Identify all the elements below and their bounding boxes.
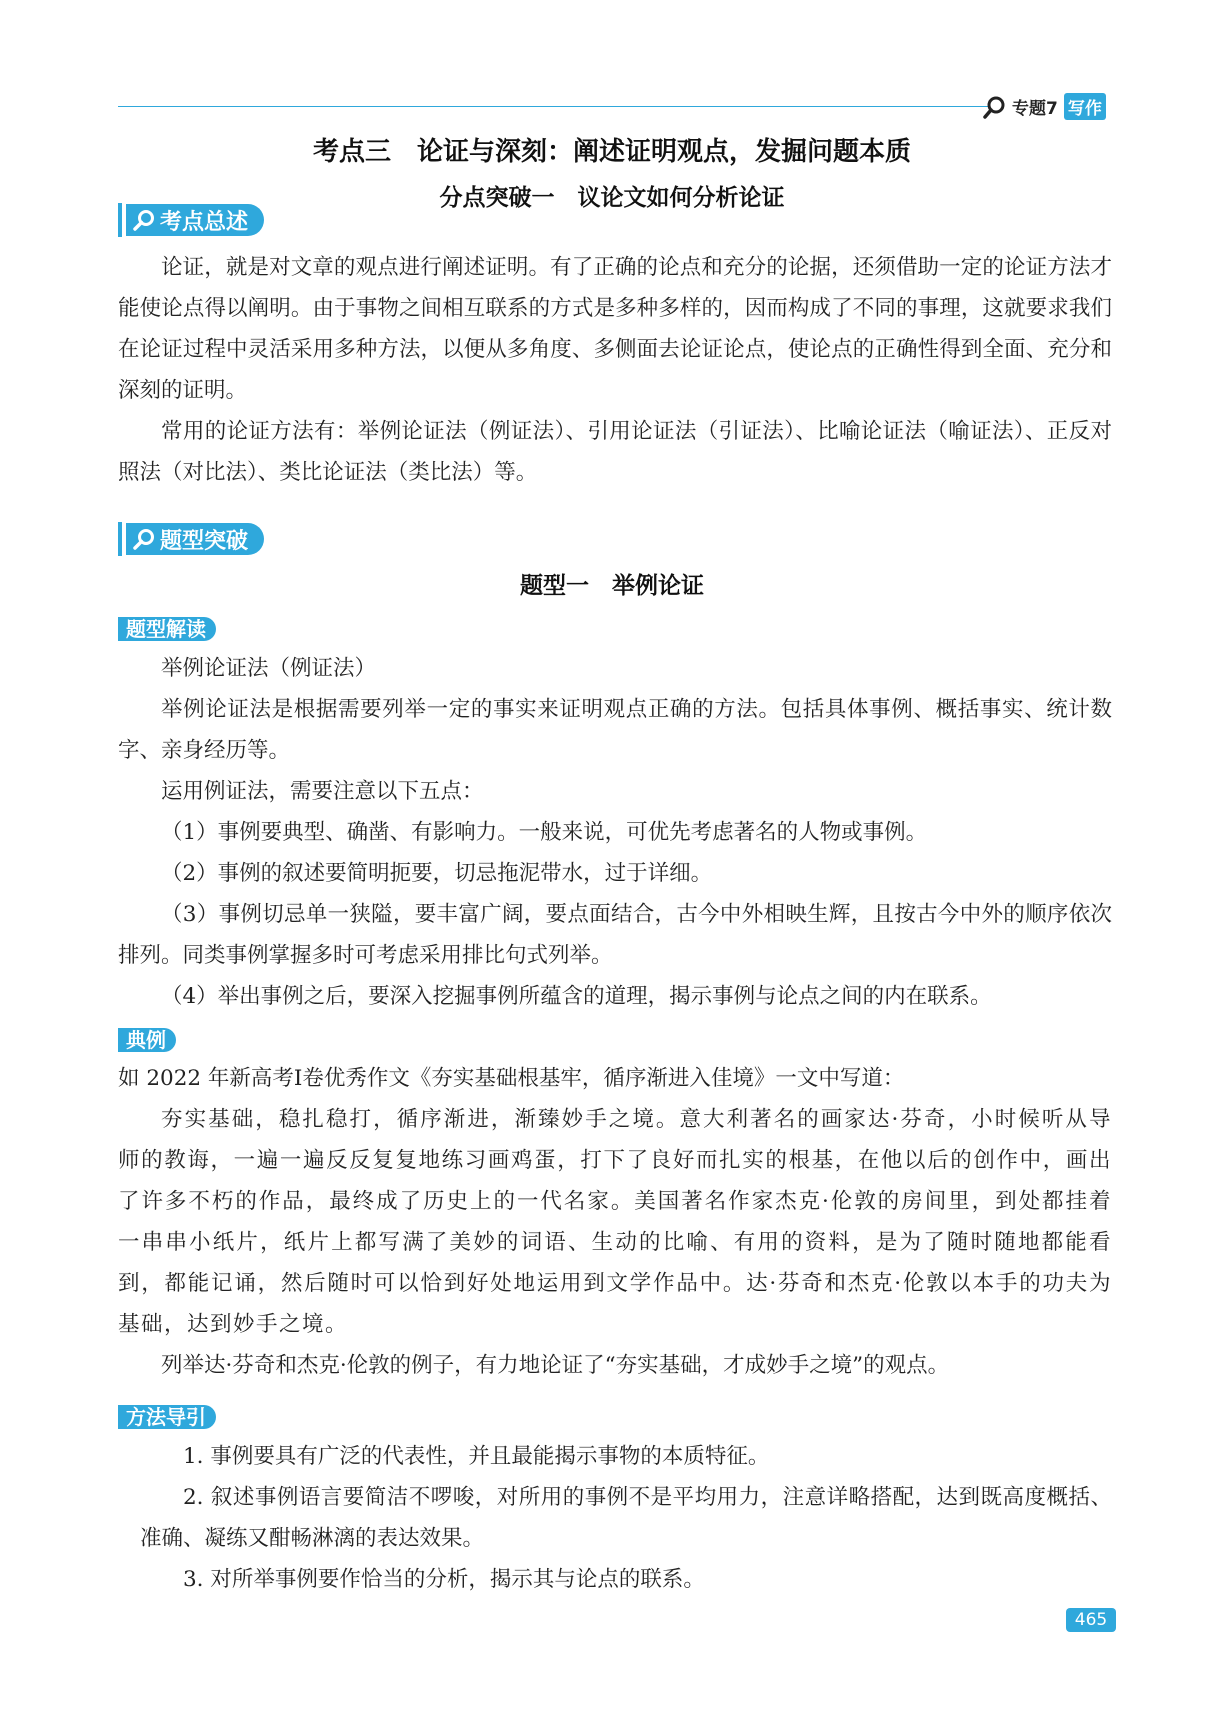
magnifier-icon bbox=[982, 94, 1008, 120]
paragraph: 常用的论证方法有：举例论证法（例证法）、引用论证法（引证法）、比喻论证法（喻证法）、正反对照法（对比法）、类比论证法（类比法）等。 bbox=[118, 419, 1112, 485]
overview-text bbox=[118, 247, 1112, 493]
paragraph: 举例论证法（例证法） bbox=[161, 656, 377, 681]
tag-interpretation: 题型解读 bbox=[118, 617, 216, 641]
example-text bbox=[118, 1058, 1112, 1386]
paragraph: 论证，就是对文章的观点进行阐述证明。有了正确的论点和充分的论据，还须借助一定的论证方法才能使论点得以阐明。由于事物之间相互联系的方式是多种多样的，因而构成了不同的事理，这就要求我们在论证过程中灵活采用多种方法，以便从多角度、多侧面去论证论点，使论点的正确性得到全面、充分和深刻的证明。 bbox=[118, 255, 1112, 403]
accent-bar bbox=[118, 522, 122, 556]
section-label: 题型突破 bbox=[160, 528, 249, 554]
tag-example: 典例 bbox=[118, 1028, 176, 1052]
paragraph: （2）事例的叙述要简明扼要，切忌拖泥带水，过于详细。 bbox=[161, 861, 713, 886]
interpretation-text bbox=[118, 648, 1112, 1017]
paragraph: （4）举出事例之后，要深入挖掘事例所蕴含的道理，揭示事例与论点之间的内在联系。 bbox=[161, 984, 992, 1009]
section-label: 考点总述 bbox=[160, 209, 249, 235]
example-comment: 列举达·芬奇和杰克·伦敦的例子，有力地论证了“夯实基础，才成妙手之境”的观点。 bbox=[161, 1353, 950, 1378]
section-header-overview bbox=[118, 204, 264, 236]
paragraph: 运用例证法，需要注意以下五点： bbox=[161, 779, 484, 804]
chapter-label: 专题7 bbox=[1012, 99, 1058, 119]
accent-bar bbox=[118, 203, 122, 237]
magnifier-icon bbox=[132, 527, 156, 551]
paragraph: （3）事例切忌单一狭隘，要丰富广阔，要点面结合，古今中外相映生辉，且按古今中外的顺序依次排列。同类事例掌握多时可考虑采用排比句式列举。 bbox=[118, 902, 1112, 968]
tag-method: 方法导引 bbox=[118, 1405, 216, 1429]
paragraph: 举例论证法是根据需要列举一定的事实来证明观点正确的方法。包括具体事例、概括事实、统计数字、亲身经历等。 bbox=[118, 697, 1112, 763]
chapter-header bbox=[982, 93, 1106, 120]
header-rule bbox=[118, 106, 990, 107]
example-quote: 夯实基础，稳扎稳打，循序渐进，渐臻妙手之境。意大利著名的画家达·芬奇，小时候听从导师的教诲，一遍一遍反反复复地练习画鸡蛋，打下了良好而扎实的根基，在他以后的创作中，画出了许多不朽的作品，最终成了历史上的一代名家。美国著名作家杰克·伦敦的房间里，到处都挂着一串串小纸片，纸片上都写满了美妙的词语、生动的比喻、有用的资料，是为了随时随地都能看到，都能记诵，然后随时可以恰到好处地运用到文学作品中。达·芬奇和杰克·伦敦以本手的功夫为基础，达到妙手之境。 bbox=[118, 1107, 1112, 1337]
example-intro: 如 2022 年新高考Ⅰ卷优秀作文《夯实基础根基牢，循序渐进入佳境》一文中写道： bbox=[118, 1066, 905, 1091]
section-header-types bbox=[118, 523, 264, 555]
magnifier-icon bbox=[132, 208, 156, 232]
page-subtitle: 分点突破一 议论文如何分析论证 bbox=[439, 185, 785, 211]
paragraph: （1）事例要典型、确凿、有影响力。一般来说，可优先考虑著名的人物或事例。 bbox=[161, 820, 928, 845]
list-item: 1. 事例要具有广泛的代表性，并且最能揭示事物的本质特征。 bbox=[183, 1444, 770, 1469]
page-title: 考点三 论证与深刻：阐述证明观点，发掘问题本质 bbox=[312, 137, 911, 167]
type-title: 题型一 举例论证 bbox=[520, 572, 704, 599]
section-pill bbox=[126, 523, 264, 555]
list-item: 3. 对所举事例要作恰当的分析，揭示其与论点的联系。 bbox=[183, 1567, 705, 1592]
list-item: 2. 叙述事例语言要简洁不啰唆，对所用的事例不是平均用力，注意详略搭配，达到既高度概括、准确、凝练又酣畅淋漓的表达效果。 bbox=[140, 1485, 1112, 1551]
page-number: 465 bbox=[1066, 1608, 1116, 1632]
section-pill bbox=[126, 204, 264, 236]
method-list bbox=[118, 1436, 1112, 1600]
chapter-tag: 写作 bbox=[1064, 93, 1106, 120]
